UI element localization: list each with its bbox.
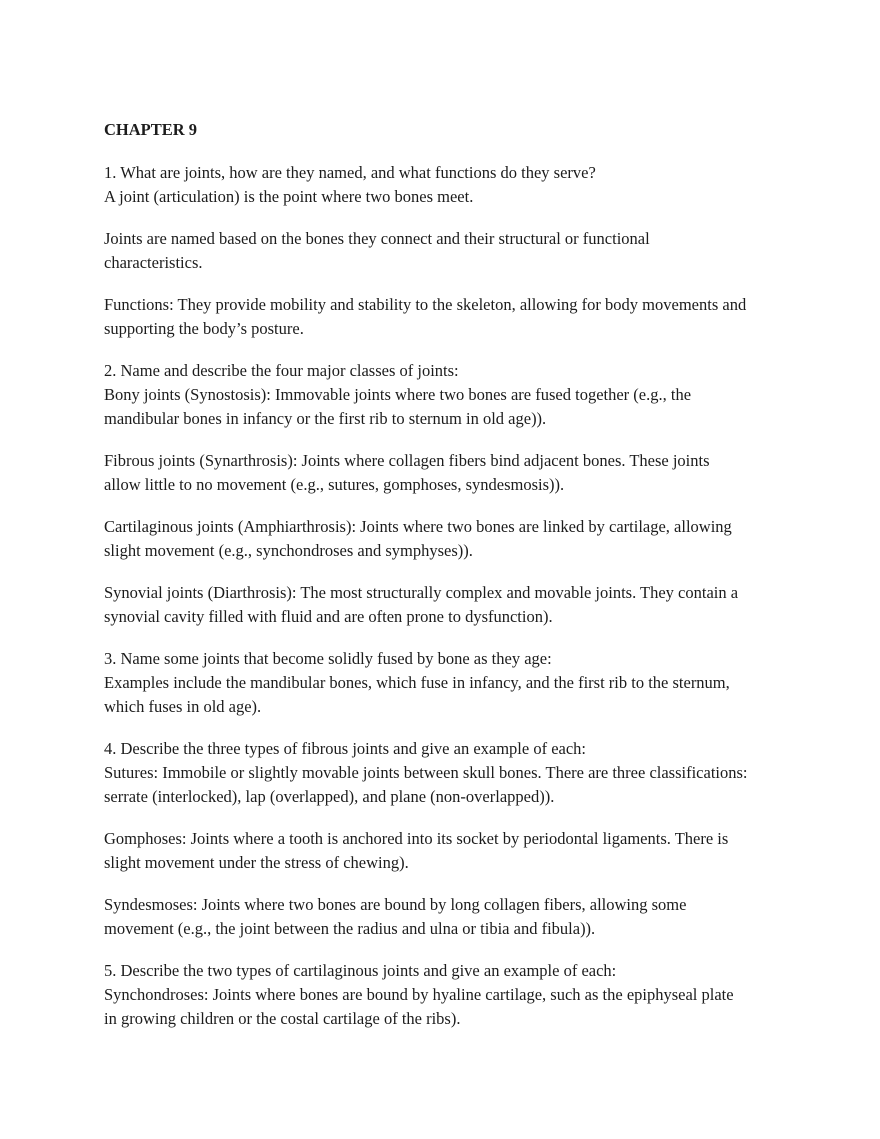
text-line: Gomphoses: Joints where a tooth is anchored into its socket by periodontal ligaments. There is [104, 829, 729, 848]
text-line: allow little to no movement (e.g., sutures, gomphoses, syndesmosis)). [104, 475, 565, 494]
paragraph [104, 827, 794, 875]
text-line: 1. What are joints, how are they named, and what functions do they serve? [104, 163, 596, 182]
text-line: Synchondroses: Joints where bones are bound by hyaline cartilage, such as the epiphyseal plate [104, 985, 734, 1004]
text-line: Cartilaginous joints (Amphiarthrosis): Joints where two bones are linked by cartilage, allowing [104, 517, 732, 536]
paragraph [104, 737, 794, 809]
paragraph [104, 227, 794, 275]
paragraph [104, 959, 794, 1031]
text-line: which fuses in old age). [104, 697, 262, 716]
text-line: supporting the body’s posture. [104, 319, 304, 338]
text-line: in growing children or the costal cartilage of the ribs). [104, 1009, 461, 1028]
text-line: Synovial joints (Diarthrosis): The most structurally complex and movable joints. They contain a [104, 583, 739, 602]
text-line: Sutures: Immobile or slightly movable joints between skull bones. There are three classifications: [104, 763, 748, 782]
paragraph [104, 359, 794, 431]
text-line: characteristics. [104, 253, 203, 272]
text-line: Functions: They provide mobility and stability to the skeleton, allowing for body movements and [104, 295, 747, 314]
text-line: 3. Name some joints that become solidly fused by bone as they age: [104, 649, 552, 668]
text-line: synovial cavity filled with fluid and are often prone to dysfunction). [104, 607, 553, 626]
text-line: Bony joints (Synostosis): Immovable joints where two bones are fused together (e.g., the [104, 385, 692, 404]
chapter-title: CHAPTER 9 [104, 120, 198, 139]
paragraph [104, 161, 794, 209]
document-body [104, 161, 794, 1031]
text-line: 2. Name and describe the four major classes of joints: [104, 361, 459, 380]
text-line: A joint (articulation) is the point where two bones meet. [104, 187, 474, 206]
document-page [104, 118, 794, 1049]
text-line: slight movement (e.g., synchondroses and symphyses)). [104, 541, 473, 560]
paragraph [104, 293, 794, 341]
paragraph [104, 449, 794, 497]
text-line: movement (e.g., the joint between the radius and ulna or tibia and fibula)). [104, 919, 596, 938]
paragraph [104, 893, 794, 941]
paragraph [104, 647, 794, 719]
text-line: Joints are named based on the bones they connect and their structural or functional [104, 229, 650, 248]
text-line: 5. Describe the two types of cartilaginous joints and give an example of each: [104, 961, 617, 980]
text-line: 4. Describe the three types of fibrous joints and give an example of each: [104, 739, 587, 758]
paragraph [104, 515, 794, 563]
text-line: Syndesmoses: Joints where two bones are bound by long collagen fibers, allowing some [104, 895, 687, 914]
text-line: slight movement under the stress of chewing). [104, 853, 409, 872]
text-line: serrate (interlocked), lap (overlapped), and plane (non-overlapped)). [104, 787, 555, 806]
paragraph [104, 581, 794, 629]
text-line: Fibrous joints (Synarthrosis): Joints where collagen fibers bind adjacent bones. These joints [104, 451, 710, 470]
text-line: Examples include the mandibular bones, which fuse in infancy, and the first rib to the sternum, [104, 673, 730, 692]
text-line: mandibular bones in infancy or the first rib to sternum in old age)). [104, 409, 547, 428]
